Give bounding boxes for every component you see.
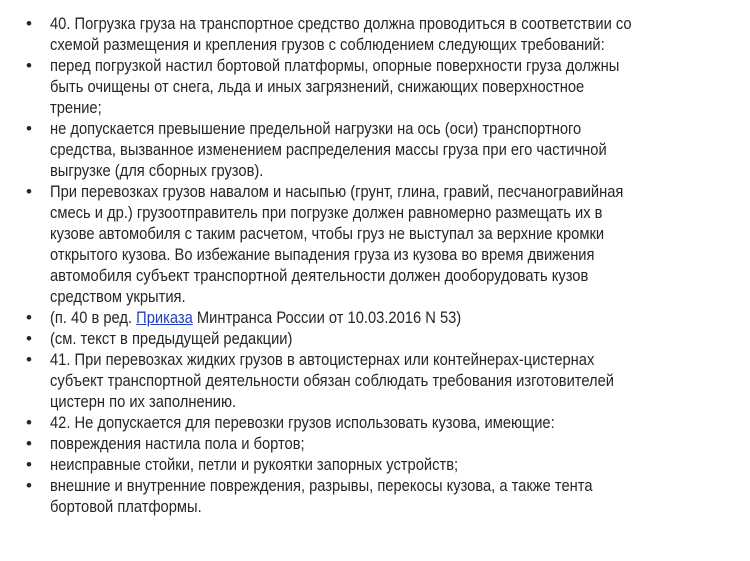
text-line: выгрузке (для сборных грузов). (50, 161, 264, 180)
text-line: неисправные стойки, петли и рукоятки запорных устройств; (50, 455, 459, 474)
bullet-icon: • (26, 329, 32, 348)
text-line: средства, вызванное изменением распределения массы груза при его частичной (50, 140, 607, 159)
text-line: трение; (50, 98, 102, 117)
bullet-list (0, 13, 750, 517)
list-item (0, 181, 750, 307)
bullet-icon: • (26, 350, 32, 369)
text-line: автомобиля субъект транспортной деятельности должен дооборудовать кузов (50, 266, 589, 285)
text-line: смесь и др.) грузоотправитель при погрузке должен равномерно размещать их в (50, 203, 603, 222)
bullet-icon: • (26, 56, 32, 75)
text-line: внешние и внутренние повреждения, разрывы, перекосы кузова, а также тента (50, 476, 593, 495)
text-line: схемой размещения и крепления грузов с соблюдением следующих требований: (50, 35, 605, 54)
text-line: 42. Не допускается для перевозки грузов использовать кузова, имеющие: (50, 413, 555, 432)
text-line: 41. При перевозках жидких грузов в автоцистернах или контейнерах-цистернах (50, 350, 595, 369)
text-line: кузове автомобиля с таким расчетом, чтобы груз не выступал за верхние кромки (50, 224, 605, 243)
bullet-icon: • (26, 119, 32, 138)
text-line: бортовой платформы. (50, 497, 202, 516)
text-line: открытого кузова. Во избежание выпадения груза из кузова во время движения (50, 245, 595, 264)
text-line: перед погрузкой настил бортовой платформы, опорные поверхности груза должны (50, 56, 620, 75)
list-item (0, 307, 750, 328)
text-line: субъект транспортной деятельности обязан соблюдать требования изготовителей (50, 371, 615, 390)
list-item (0, 328, 750, 349)
text-line: цистерн по их заполнению. (50, 392, 237, 411)
text-line: быть очищены от снега, льда и иных загрязнений, снижающих поверхностное (50, 77, 585, 96)
text-line (50, 307, 656, 328)
bullet-icon: • (26, 413, 32, 432)
list-item (0, 412, 750, 433)
order-link[interactable]: Приказа (136, 308, 193, 327)
text-suffix: Минтранса России от 10.03.2016 N 53) (192, 308, 462, 327)
bullet-icon: • (26, 455, 32, 474)
text-line: не допускается превышение предельной нагрузки на ось (оси) транспортного (50, 119, 582, 138)
text-line: средством укрытия. (50, 287, 186, 306)
list-item (0, 55, 750, 118)
bullet-icon: • (26, 476, 32, 495)
text-line: 40. Погрузка груза на транспортное средство должна проводиться в соответствии со (50, 14, 632, 33)
text-line: повреждения настила пола и бортов; (50, 434, 305, 453)
list-item (0, 349, 750, 412)
list-item (0, 475, 750, 517)
text-line: (см. текст в предыдущей редакции) (50, 329, 293, 348)
list-item (0, 454, 750, 475)
text-line: При перевозках грузов навалом и насыпью (грунт, глина, гравий, песчаногравийная (50, 182, 624, 201)
bullet-icon: • (26, 182, 32, 201)
list-item (0, 118, 750, 181)
text-prefix: (п. 40 в ред. (50, 308, 137, 327)
bullet-icon: • (26, 434, 32, 453)
list-item (0, 433, 750, 454)
bullet-icon: • (26, 14, 32, 33)
list-item (0, 13, 750, 55)
bullet-icon: • (26, 308, 32, 327)
